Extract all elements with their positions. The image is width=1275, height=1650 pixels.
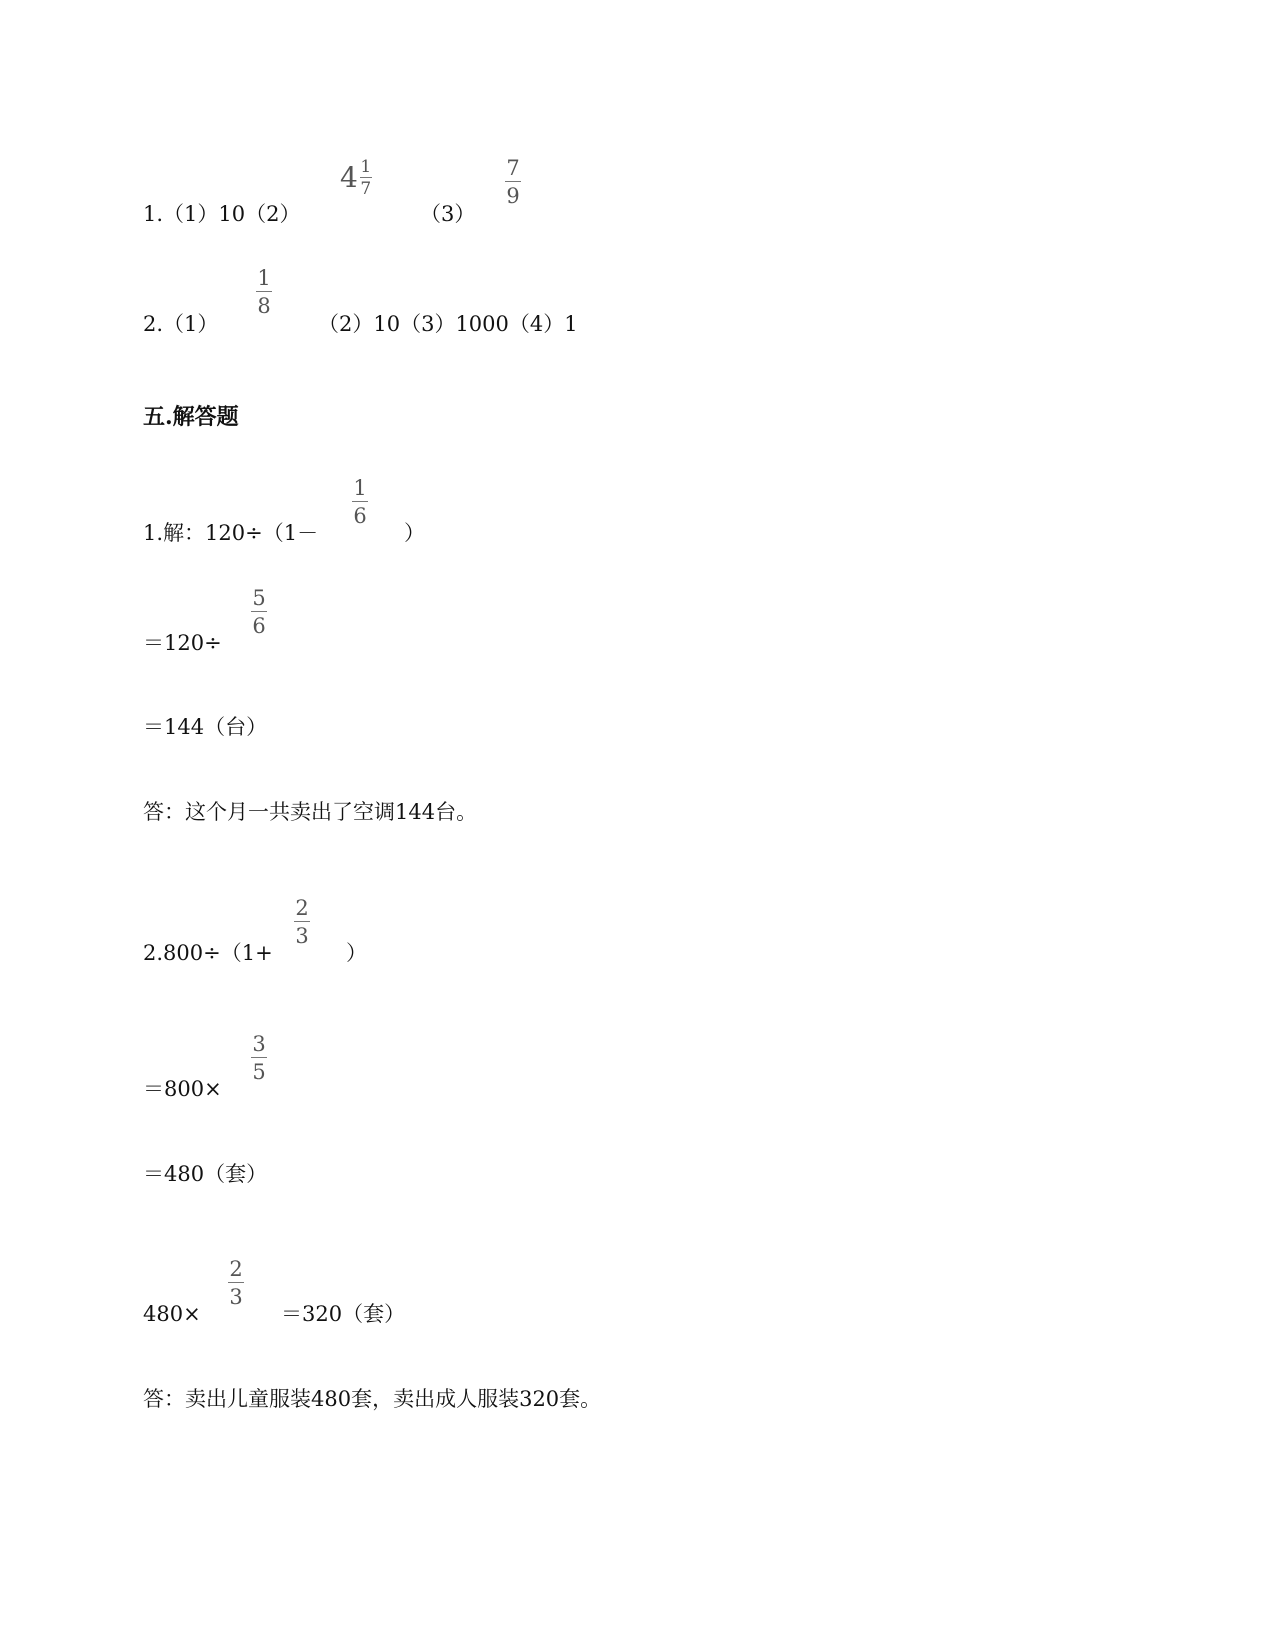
- p2-line3: ＝480（套）: [143, 1162, 268, 1186]
- p1-line1-fraction: [352, 477, 368, 527]
- q2-suffix: （2）10（3）1000（4）1: [318, 312, 578, 336]
- p2-answer: 答：卖出儿童服装480套，卖出成人服装320套。: [143, 1387, 602, 1411]
- q2-fraction-numerator: 1: [257, 266, 271, 290]
- q1-mixed-whole: 4: [340, 161, 358, 194]
- p1-line2-fraction-numerator: 5: [252, 586, 266, 610]
- q1-prefix: 1.（1）10（2）: [143, 202, 301, 226]
- p1-line1-suffix: ）: [404, 521, 425, 545]
- q2-fraction: [256, 267, 272, 317]
- p2-line1-prefix: 2.800÷（1+: [143, 941, 273, 965]
- q1-fraction: [505, 157, 521, 207]
- p2-line4-prefix: 480×: [143, 1302, 201, 1326]
- p2-line1-fraction: [294, 897, 310, 947]
- p2-line4-fraction: [228, 1258, 244, 1308]
- p2-line2-fraction: [251, 1033, 267, 1083]
- q1-mixed-denominator: 7: [360, 179, 372, 199]
- p2-line2-prefix: ＝800×: [143, 1077, 222, 1101]
- p1-line1-fraction-numerator: 1: [353, 476, 367, 500]
- p2-line1-fraction-numerator: 2: [295, 896, 309, 920]
- p2-line1-fraction-denominator: 3: [295, 924, 309, 948]
- q1-mid: （3）: [420, 202, 476, 226]
- p2-line4-fraction-numerator: 2: [229, 1257, 243, 1281]
- q2-prefix: 2.（1）: [143, 312, 219, 336]
- p2-line4-suffix: ＝320（套）: [281, 1302, 406, 1326]
- p1-line2-prefix: ＝120÷: [143, 631, 222, 655]
- section-heading: 五.解答题: [143, 404, 239, 430]
- p2-line2-fraction-numerator: 3: [252, 1032, 266, 1056]
- q1-mixed-fraction: [340, 158, 372, 198]
- q1-mixed-numerator: 1: [360, 157, 372, 177]
- p1-answer: 答：这个月一共卖出了空调144台。: [143, 800, 478, 824]
- p1-line3: ＝144（台）: [143, 715, 268, 739]
- q2-fraction-denominator: 8: [257, 294, 271, 318]
- q1-fraction-numerator: 7: [506, 156, 520, 180]
- p1-line2-fraction: [251, 587, 267, 637]
- p1-line1-fraction-denominator: 6: [353, 504, 367, 528]
- p2-line4-fraction-denominator: 3: [229, 1285, 243, 1309]
- p1-line2-fraction-denominator: 6: [252, 614, 266, 638]
- p2-line1-suffix: ）: [346, 941, 367, 965]
- q1-fraction-denominator: 9: [506, 184, 520, 208]
- p2-line2-fraction-denominator: 5: [252, 1060, 266, 1084]
- p1-line1-prefix: 1.解：120÷（1－: [143, 521, 319, 545]
